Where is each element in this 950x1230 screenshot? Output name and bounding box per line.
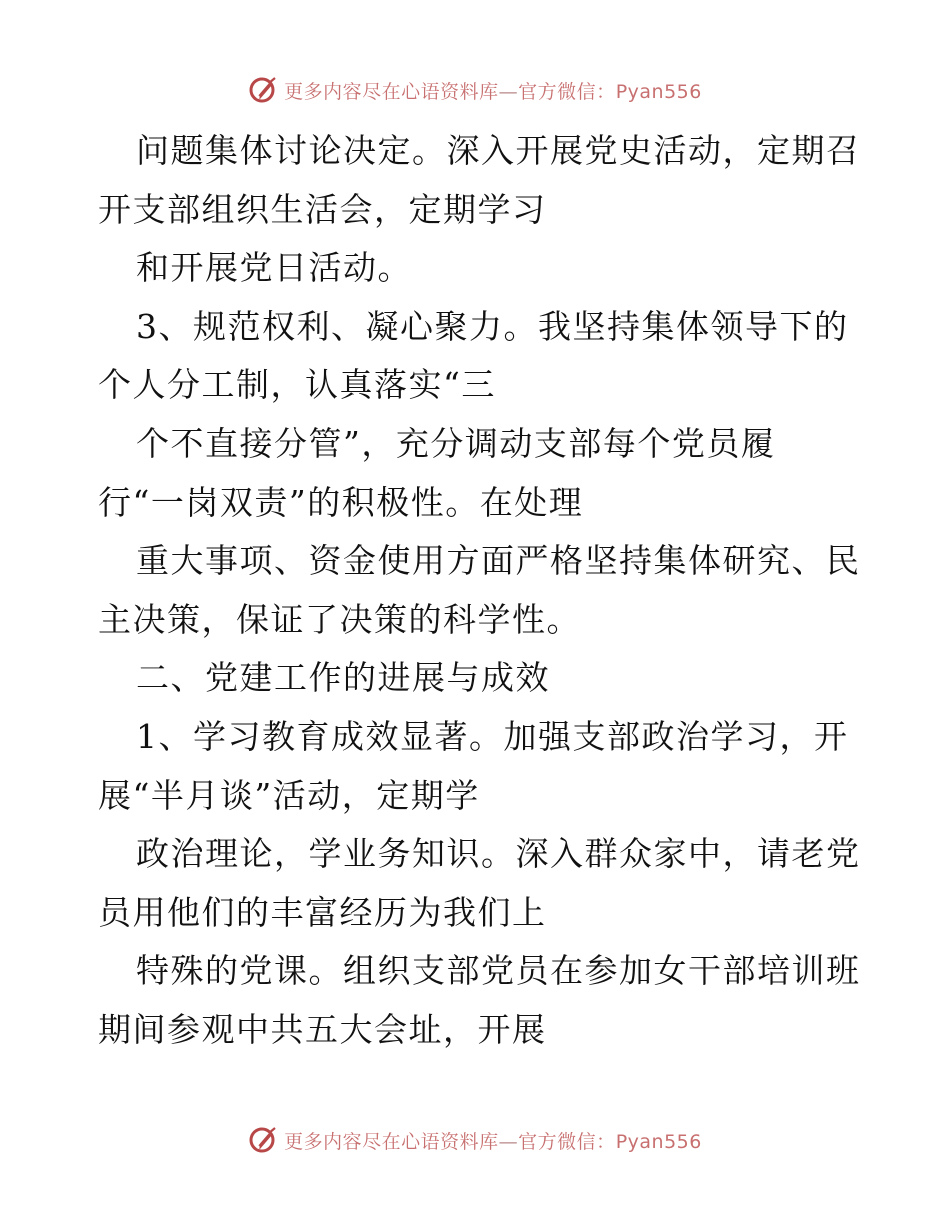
text-line: 3、规范权利、凝心聚力。我坚持集体领导下的 <box>136 306 849 346</box>
text-line: 政治理论，学业务知识。深入群众家中，请老党 <box>136 834 861 874</box>
text-line: 个不直接分管”，充分调动支部每个党员履 <box>136 423 776 463</box>
quill-pen-logo-icon <box>248 75 278 105</box>
text-line: 二、党建工作的进展与成效 <box>136 658 550 698</box>
text-line: 个人分工制，认真落实“三 <box>98 365 496 405</box>
text-line: 员用他们的丰富经历为我们上 <box>98 892 547 932</box>
text-line: 问题集体讨论决定。深入开展党史活动，定期召 <box>136 131 861 170</box>
watermark-text: 更多内容尽在心语资料库—官方微信：Pyan556 <box>284 80 702 103</box>
footer-watermark <box>0 1120 950 1160</box>
text-line: 期间参观中共五大会址，开展 <box>98 1009 547 1049</box>
header-watermark <box>0 70 950 110</box>
text-line: 展“半月谈”活动，定期学 <box>98 775 480 815</box>
text-line: 和开展党日活动。 <box>136 248 412 288</box>
text-line: 主决策，保证了决策的科学性。 <box>98 599 581 639</box>
text-line: 特殊的党课。组织支部党员在参加女干部培训班 <box>136 951 861 991</box>
text-line: 重大事项、资金使用方面严格坚持集体研究、民 <box>136 541 861 581</box>
watermark-text: 更多内容尽在心语资料库—官方微信：Pyan556 <box>284 1130 702 1153</box>
text-line: 1、学习教育成效显著。加强支部政治学习，开 <box>136 716 849 756</box>
text-line: 行“一岗双责”的积极性。在处理 <box>98 482 584 522</box>
document-body <box>98 122 861 1060</box>
text-line: 开支部组织生活会，定期学习 <box>98 189 547 229</box>
quill-pen-logo-icon <box>248 1125 278 1155</box>
